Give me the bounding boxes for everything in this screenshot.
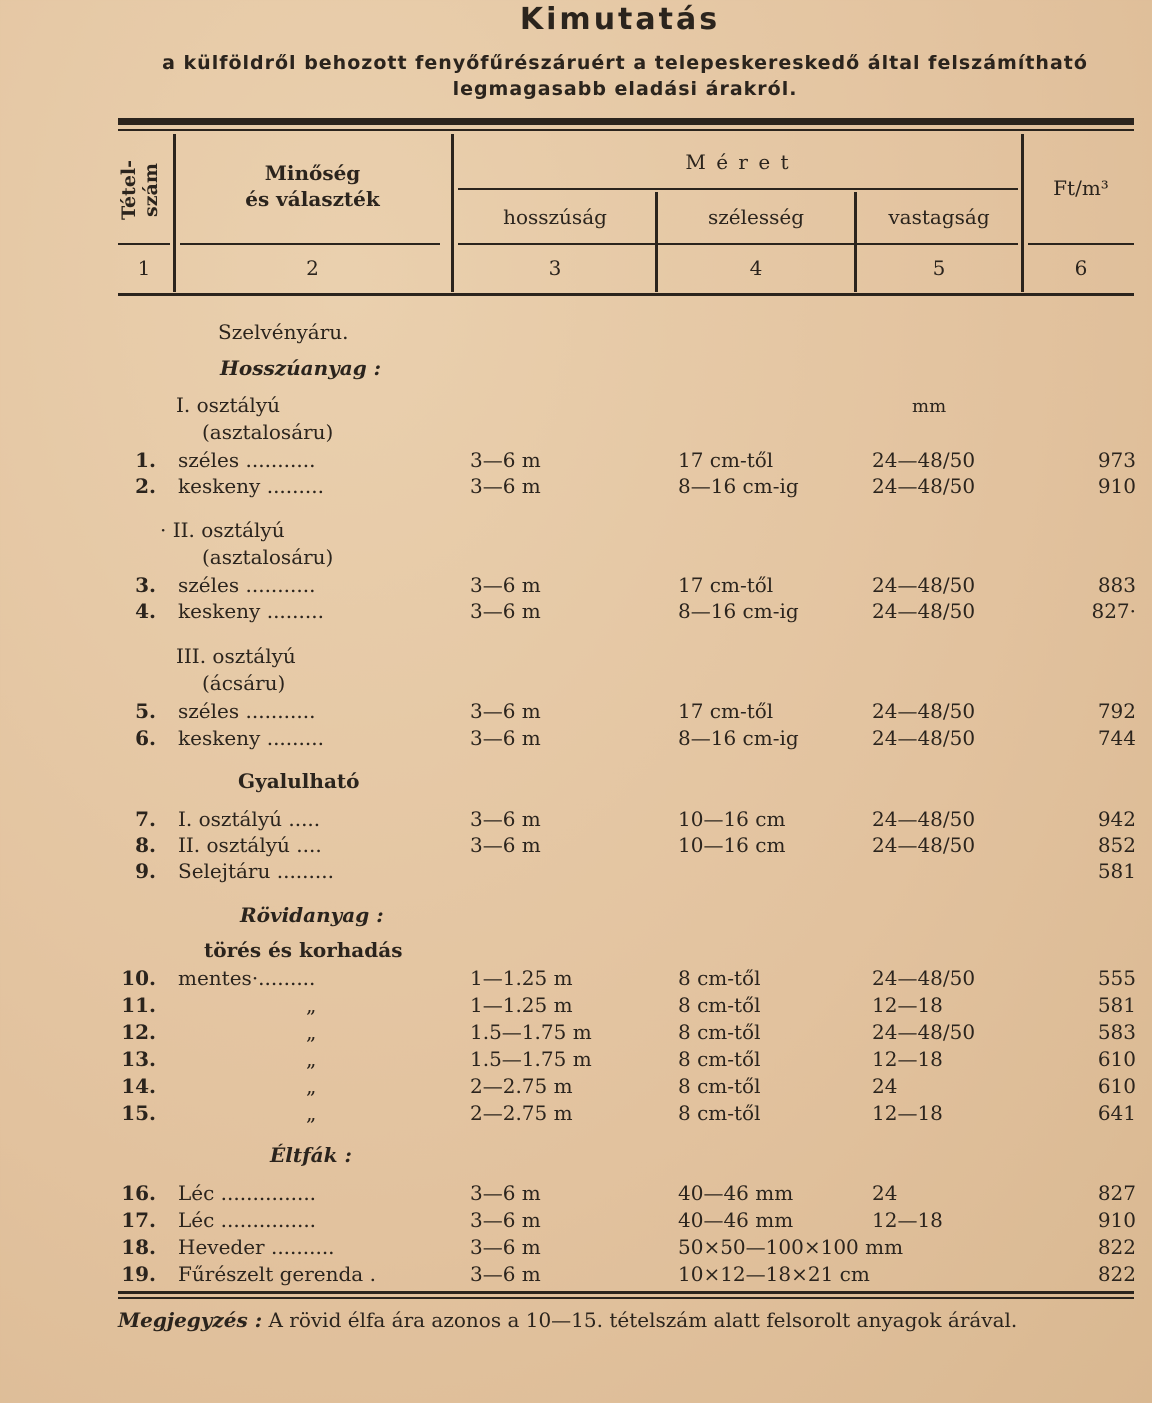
row-name: II. osztályú .... xyxy=(178,833,322,857)
table-row xyxy=(0,448,1152,476)
row-price: 910 xyxy=(1097,1208,1136,1232)
row-number: 2. xyxy=(135,474,156,498)
row-length: 2—2.75 m xyxy=(470,1101,573,1125)
row-name: „ xyxy=(306,1047,317,1071)
row-thickness: 12—18 xyxy=(872,1047,943,1071)
row-thickness: 24—48/50 xyxy=(872,599,976,623)
row-name: Fűrészelt gerenda . xyxy=(178,1262,376,1286)
row-name: Selejtáru ......... xyxy=(178,859,334,883)
header-divider xyxy=(1021,134,1024,292)
row-width: 8 cm-től xyxy=(678,1020,761,1044)
row-length: 3—6 m xyxy=(470,1262,541,1286)
header-divider xyxy=(451,134,454,292)
row-price: 822 xyxy=(1097,1235,1136,1259)
row-name: „ xyxy=(306,1020,317,1044)
table-row xyxy=(0,1074,1152,1102)
row-thickness: 24—48/50 xyxy=(872,726,976,750)
row-number: 8. xyxy=(135,833,156,857)
row-width: 8—16 cm-ig xyxy=(678,599,799,623)
row-price: 852 xyxy=(1097,833,1136,857)
row-length: 1.5—1.75 m xyxy=(470,1047,592,1071)
header-top-rule-thin xyxy=(118,129,1134,131)
row-name: keskeny ......... xyxy=(178,726,324,750)
row-thickness: 24—48/50 xyxy=(872,1020,976,1044)
header-hosszusag: hosszúság xyxy=(503,205,607,229)
row-name: „ xyxy=(306,993,317,1017)
row-width: 40—46 mm xyxy=(678,1208,794,1232)
row-width: 8—16 cm-ig xyxy=(678,474,799,498)
table-row xyxy=(0,1047,1152,1075)
header-top-rule xyxy=(118,118,1134,125)
unit-mm: mm xyxy=(912,396,947,417)
header-bottom-rule xyxy=(1028,243,1134,245)
row-length: 1—1.25 m xyxy=(470,993,573,1017)
table-row xyxy=(0,859,1152,887)
row-number: 12. xyxy=(121,1020,156,1044)
section-class3: III. osztályú xyxy=(176,644,296,668)
row-name: „ xyxy=(306,1074,317,1098)
table-row xyxy=(0,993,1152,1021)
row-number: 17. xyxy=(121,1208,156,1232)
subtitle-line-1: a külföldről behozott fenyőfűrészáruért a telepeskereskedő által felszámítható xyxy=(162,52,1088,74)
row-width: 40—46 mm xyxy=(678,1181,794,1205)
row-number: 11. xyxy=(121,993,156,1017)
row-length: 3—6 m xyxy=(470,1235,541,1259)
row-name: I. osztályú ..... xyxy=(178,807,321,831)
footnote xyxy=(118,1306,1138,1334)
row-price: 827 xyxy=(1097,1181,1136,1205)
row-length: 3—6 m xyxy=(470,1181,541,1205)
row-width: 8 cm-től xyxy=(678,1074,761,1098)
section-gyalulhato: Gyalulható xyxy=(238,769,360,793)
header-tetelszam xyxy=(110,140,170,240)
document-subtitle xyxy=(110,50,1140,102)
header-szelesseg: szélesség xyxy=(707,205,805,229)
row-number: 10. xyxy=(121,966,156,990)
row-name: „ xyxy=(306,1101,317,1125)
column-number: 6 xyxy=(1074,256,1088,280)
row-price: 641 xyxy=(1097,1101,1136,1125)
row-length: 1—1.25 m xyxy=(470,966,573,990)
table-row xyxy=(0,1262,1152,1290)
header-minoseg-line2: és választék xyxy=(245,187,380,211)
table-row xyxy=(0,1101,1152,1129)
row-thickness: 24—48/50 xyxy=(872,474,976,498)
column-number: 1 xyxy=(137,256,151,280)
table-row xyxy=(0,599,1152,627)
table-row xyxy=(0,474,1152,502)
header-minoseg-line1: Minőség xyxy=(264,161,361,185)
column-number: 4 xyxy=(749,256,763,280)
row-number: 18. xyxy=(121,1235,156,1259)
row-number: 1. xyxy=(135,448,156,472)
row-name: Léc ............... xyxy=(178,1181,317,1205)
row-number: 15. xyxy=(121,1101,156,1125)
row-length: 3—6 m xyxy=(470,726,541,750)
section-class2-sub: (asztalosáru) xyxy=(202,545,334,569)
row-thickness: 24—48/50 xyxy=(872,966,976,990)
row-10-name-line1: törés és korhadás xyxy=(204,938,403,962)
column-number: 3 xyxy=(548,256,562,280)
row-width: 10—16 cm xyxy=(678,833,786,857)
row-number: 4. xyxy=(135,599,156,623)
footnote-text: A rövid élfa ára azonos a 10—15. tételszám alatt felsorolt anyagok árával. xyxy=(268,1308,1018,1332)
header-price: Ft/m³ xyxy=(1053,176,1109,200)
row-thickness: 12—18 xyxy=(872,1208,943,1232)
row-name: mentes·......... xyxy=(178,966,316,990)
row-price: 555 xyxy=(1097,966,1136,990)
row-width: 17 cm-től xyxy=(678,448,774,472)
row-price: 910 xyxy=(1097,474,1136,498)
row-length: 3—6 m xyxy=(470,833,541,857)
section-class3-sub: (ácsáru) xyxy=(202,671,286,695)
row-width: 8 cm-től xyxy=(678,1047,761,1071)
section-szelvenyaru: Szelvényáru. xyxy=(218,320,349,344)
column-number: 5 xyxy=(932,256,946,280)
table-row xyxy=(0,1181,1152,1209)
row-width: 8 cm-től xyxy=(678,966,761,990)
row-width: 50×50—100×100 mm xyxy=(678,1235,904,1259)
section-eltfak: Éltfák : xyxy=(270,1143,352,1167)
footer-rule xyxy=(118,1291,1134,1294)
header-bottom-rule xyxy=(118,243,170,245)
row-number: 3. xyxy=(135,573,156,597)
header-divider xyxy=(655,192,658,292)
section-rovidanyag: Rövidanyag : xyxy=(240,903,384,927)
table-row xyxy=(0,1020,1152,1048)
row-name: széles ........... xyxy=(178,699,316,723)
row-thickness: 24 xyxy=(872,1181,898,1205)
row-name: széles ........... xyxy=(178,448,316,472)
row-length: 3—6 m xyxy=(470,474,541,498)
footer-rule-thin xyxy=(118,1297,1134,1299)
row-price: 581 xyxy=(1097,859,1136,883)
row-width: 8 cm-től xyxy=(678,993,761,1017)
column-number: 2 xyxy=(306,256,319,280)
row-name: keskeny ......... xyxy=(178,474,324,498)
row-width: 8 cm-től xyxy=(678,1101,761,1125)
section-class1: I. osztályú xyxy=(176,393,280,417)
section-hosszuanyag: Hosszúanyag : xyxy=(220,356,382,380)
row-price: 610 xyxy=(1097,1074,1136,1098)
row-thickness: 24 xyxy=(872,1074,898,1098)
header-vastagsag: vastagság xyxy=(888,205,990,229)
subtitle-line-2: legmagasabb eladási árakról. xyxy=(452,78,798,100)
row-price: 792 xyxy=(1097,699,1136,723)
row-number: 13. xyxy=(121,1047,156,1071)
row-length: 3—6 m xyxy=(470,573,541,597)
row-price: 581 xyxy=(1097,993,1136,1017)
row-thickness: 24—48/50 xyxy=(872,807,976,831)
row-number: 9. xyxy=(135,859,156,883)
table-row xyxy=(0,1208,1152,1236)
row-thickness: 12—18 xyxy=(872,993,943,1017)
row-length: 3—6 m xyxy=(470,807,541,831)
row-number: 7. xyxy=(135,807,156,831)
row-width: 17 cm-től xyxy=(678,573,774,597)
table-row xyxy=(0,1235,1152,1263)
table-row xyxy=(0,726,1152,754)
row-name: Léc ............... xyxy=(178,1208,317,1232)
meret-underline xyxy=(458,188,1018,190)
row-width: 10×12—18×21 cm xyxy=(678,1262,870,1286)
section-class2: · II. osztályú xyxy=(160,518,285,542)
header-bottom-rule xyxy=(458,243,1018,245)
header-divider xyxy=(173,134,176,292)
row-name: Heveder .......... xyxy=(178,1235,335,1259)
row-price: 822 xyxy=(1097,1262,1136,1286)
row-number: 16. xyxy=(121,1181,156,1205)
row-price: 583 xyxy=(1097,1020,1136,1044)
row-number: 19. xyxy=(121,1262,156,1286)
row-name: keskeny ......... xyxy=(178,599,324,623)
row-price: 973 xyxy=(1097,448,1136,472)
row-price: 610 xyxy=(1097,1047,1136,1071)
row-thickness: 24—48/50 xyxy=(872,699,976,723)
table-row xyxy=(0,573,1152,601)
row-length: 3—6 m xyxy=(470,599,541,623)
row-thickness: 24—48/50 xyxy=(872,573,976,597)
table-row xyxy=(0,833,1152,861)
document-title: Kimutatás xyxy=(519,2,721,37)
row-thickness: 24—48/50 xyxy=(872,448,976,472)
row-length: 3—6 m xyxy=(470,448,541,472)
row-number: 14. xyxy=(121,1074,156,1098)
header-minoseg xyxy=(180,160,445,212)
header-divider xyxy=(854,192,857,292)
row-number: 5. xyxy=(135,699,156,723)
row-number: 6. xyxy=(135,726,156,750)
row-length: 2—2.75 m xyxy=(470,1074,573,1098)
header-bottom-rule xyxy=(180,243,440,245)
header-meret: M é r e t xyxy=(685,150,791,174)
footnote-label: Megjegyzés : xyxy=(118,1308,263,1332)
row-thickness: 24—48/50 xyxy=(872,833,976,857)
header-tetelszam-label: Tétel- szám xyxy=(118,159,162,221)
row-price: 827· xyxy=(1091,599,1136,623)
row-length: 1.5—1.75 m xyxy=(470,1020,592,1044)
row-price: 942 xyxy=(1097,807,1136,831)
row-name: széles ........... xyxy=(178,573,316,597)
table-row xyxy=(0,807,1152,835)
table-row xyxy=(0,699,1152,727)
row-width: 10—16 cm xyxy=(678,807,786,831)
row-length: 3—6 m xyxy=(470,699,541,723)
header-number-rule xyxy=(118,293,1134,296)
row-price: 883 xyxy=(1097,573,1136,597)
row-length: 3—6 m xyxy=(470,1208,541,1232)
row-price: 744 xyxy=(1097,726,1136,750)
table-row xyxy=(0,966,1152,994)
row-thickness: 12—18 xyxy=(872,1101,943,1125)
row-width: 8—16 cm-ig xyxy=(678,726,799,750)
section-class1-sub: (asztalosáru) xyxy=(202,420,334,444)
row-width: 17 cm-től xyxy=(678,699,774,723)
